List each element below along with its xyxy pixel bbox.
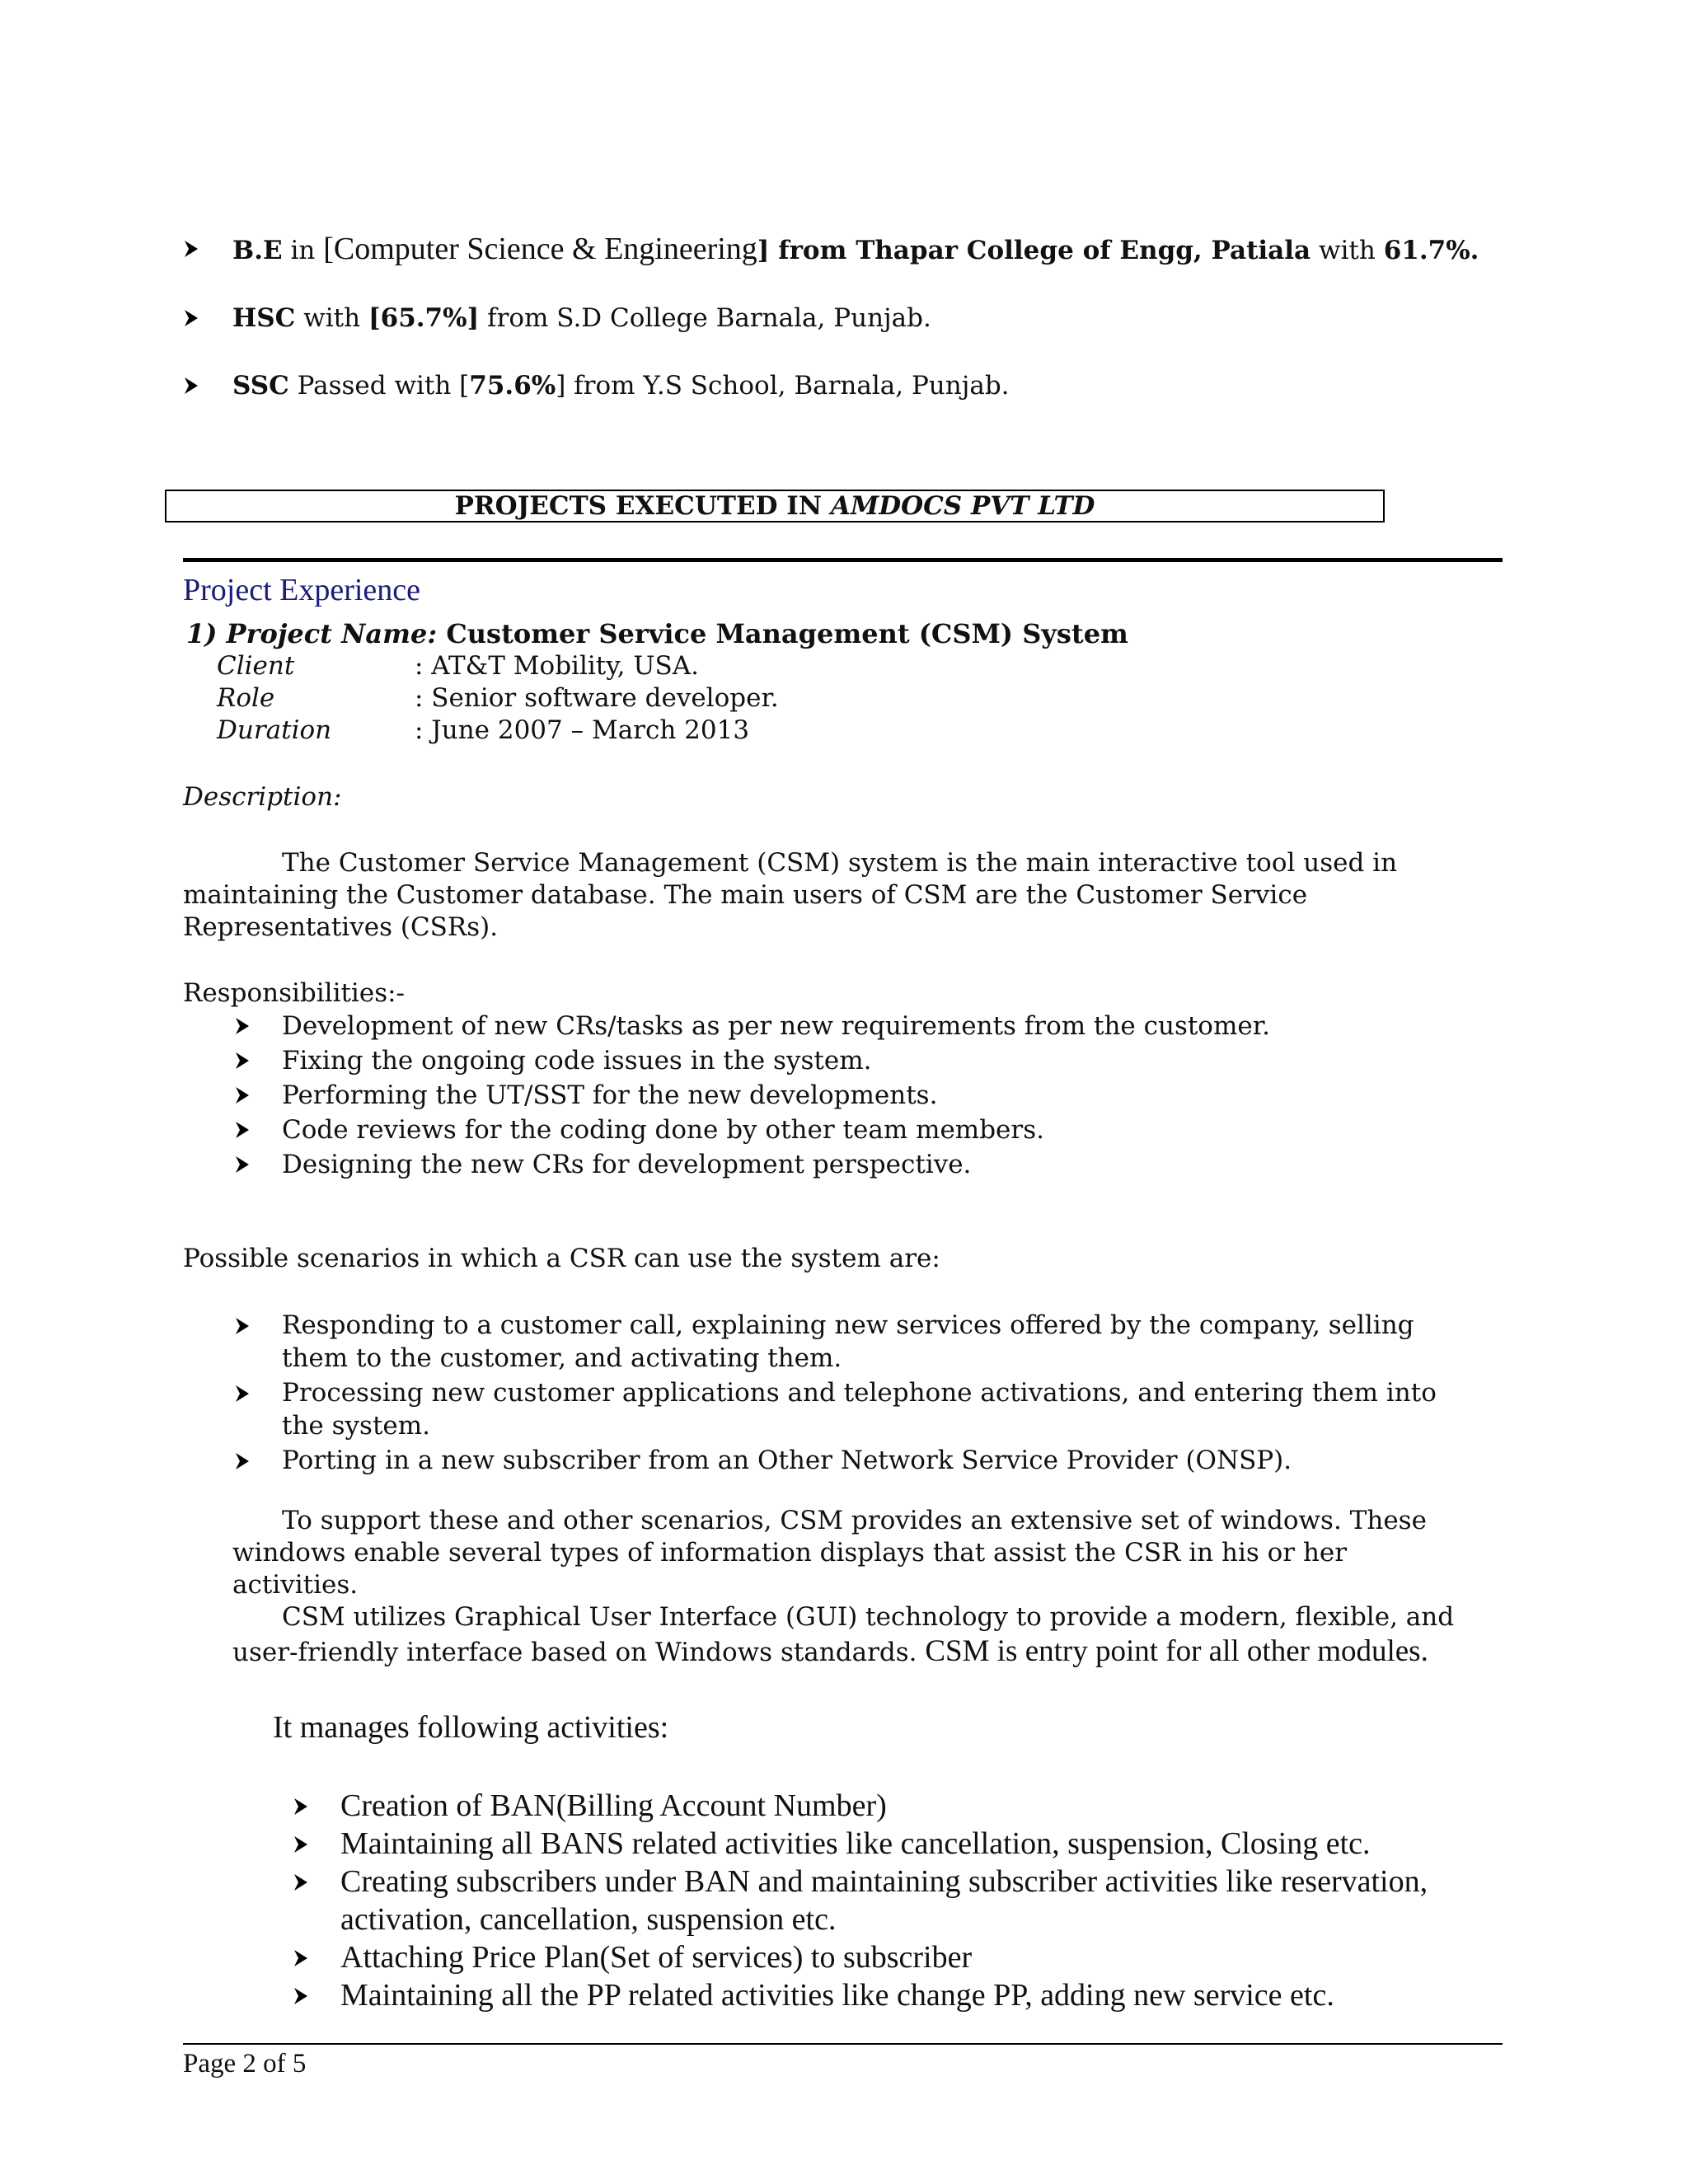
arrowhead-bullet-icon	[293, 1872, 309, 1892]
arrowhead-bullet-icon	[183, 308, 199, 328]
responsibilities-label: Responsibilities:-	[183, 978, 406, 1008]
arrowhead-bullet-icon	[234, 1085, 251, 1105]
arrowhead-bullet-icon	[293, 1986, 309, 2006]
degree: SSC	[232, 371, 289, 401]
list-item: Designing the new CRs for development perspective.	[234, 1147, 1270, 1182]
scenarios-list	[234, 1309, 1437, 1479]
list-item: Responding to a customer call, explaining new services offered by the company, selling them to the customer, and activating them.	[234, 1309, 1437, 1375]
list-item: Maintaining all the PP related activities like change PP, adding new service etc.	[293, 1976, 1428, 2014]
list-item: Development of new CRs/tasks as per new requirements from the customer.	[234, 1009, 1270, 1043]
list-item: Code reviews for the coding done by other team members.	[234, 1113, 1270, 1147]
arrowhead-bullet-icon	[234, 1155, 251, 1174]
arrowhead-bullet-icon	[183, 239, 199, 259]
arrowhead-bullet-icon	[293, 1835, 309, 1854]
degree: B.E	[232, 236, 283, 265]
list-item: Creating subscribers under BAN and maintaining subscriber activities like reservation, activation, cancellation, suspension etc.	[293, 1863, 1428, 1938]
list-item: Maintaining all BANS related activities like cancellation, suspension, Closing etc.	[293, 1825, 1428, 1863]
project-name: 1) Project Name: Customer Service Management (CSM) System	[186, 618, 1128, 649]
document-page: B.E in [Computer Science & Engineering] from Thapar College of Engg, Patiala with 61.7%. HSC with [65.7%] from S.D College Barnala, Punjab. SSC Passed with [75.6%] from Y.S School, Barnala, Punjab. PROJECTS EXECUTED IN AMDOCS PVT LTD Project Experience 1) Project Name: Customer Service Management (CSM) System Client : AT&T Mobility, USA. Role : Senior software developer. Duration : June 2007 – March 2013 Description: The Customer Service Management (CSM) system is the main interactive tool used in maintaining the Customer database. The main users of CSM are the Customer Service Representatives (CSRs). Responsibilities:- Development of new CRs/tasks as per new requirements from the customer. Fixing the ongoing code issues in the system. Performing the UT/SST for the new developments. Code reviews for the coding done by other team members. Designing the new CRs for development perspective. Possible scenarios in which a CSR can use the system are: Responding to a customer call, explaining new services offered by the company, selling them to the customer, and activating them. Processing new customer applications and telephone activations, and entering them into the system. Porting in a new subscriber from an Other Network Service Provider (ONSP). To support these and other scenarios, CSM provides an extensive set of windows. These windows enable several types of information displays that assist the CSR in his or her activities. CSM utilizes Graphical User Interface (GUI) technology to provide a modern, flexible, and user-friendly interface based on Windows standards. CSM is entry point for all other modules. It manages following activities: Creation of BAN(Billing Account Number) Maintaining all BANS related activities like cancellation, suspension, Closing etc. Creating subscribers under BAN and maintaining subscriber activities like reservation, activation, cancellation, suspension etc. Attaching Price Plan(Set of services) to subscriber Maintaining all the PP related activities like change PP, adding new service etc. Page 2 of 5	[0, 0, 1688, 2184]
section-divider	[183, 558, 1503, 562]
arrowhead-bullet-icon	[293, 1948, 309, 1968]
list-item: Processing new customer applications and telephone activations, and entering them into the system.	[234, 1376, 1437, 1442]
arrowhead-bullet-icon	[234, 1051, 251, 1071]
description-paragraph: The Customer Service Management (CSM) system is the main interactive tool used in maintaining the Customer database. The main users of CSM are the Customer Service Representatives (CSRs).	[183, 848, 1398, 942]
list-item: Porting in a new subscriber from an Other Network Service Provider (ONSP).	[234, 1444, 1437, 1477]
list-item: Attaching Price Plan(Set of services) to subscriber	[293, 1938, 1428, 1976]
projects-heading-box: PROJECTS EXECUTED IN AMDOCS PVT LTD	[165, 490, 1385, 523]
list-item: Fixing the ongoing code issues in the system.	[234, 1043, 1270, 1078]
scenarios-intro: Possible scenarios in which a CSR can use the system are:	[183, 1244, 940, 1273]
arrowhead-bullet-icon	[183, 376, 199, 396]
arrowhead-bullet-icon	[234, 1016, 251, 1036]
arrowhead-bullet-icon	[293, 1797, 309, 1816]
support-paragraph: To support these and other scenarios, CSM provides an extensive set of windows. These windows enable several types of information displays that assist the CSR in his or her activities. CSM utilizes Graphical User Interface (GUI) technology to provide a modern, flexible, and user-friendly interface based on Windows standards. CSM is entry point for all other modules.	[232, 1506, 1455, 1668]
section-title: Project Experience	[183, 573, 421, 607]
description-label: Description:	[183, 782, 342, 812]
activities-list	[293, 1787, 1428, 2014]
arrowhead-bullet-icon	[234, 1451, 251, 1471]
footer-divider	[183, 2043, 1503, 2045]
list-item: Performing the UT/SST for the new developments.	[234, 1078, 1270, 1113]
arrowhead-bullet-icon	[234, 1316, 251, 1336]
list-item: Creation of BAN(Billing Account Number)	[293, 1787, 1428, 1825]
company-name: AMDOCS PVT LTD	[830, 491, 1095, 521]
page-number: Page 2 of 5	[183, 2049, 307, 2079]
arrowhead-bullet-icon	[234, 1120, 251, 1140]
arrowhead-bullet-icon	[234, 1384, 251, 1404]
responsibilities-list	[234, 1009, 1270, 1182]
degree: HSC	[232, 303, 296, 333]
manages-label: It manages following activities:	[273, 1710, 669, 1745]
